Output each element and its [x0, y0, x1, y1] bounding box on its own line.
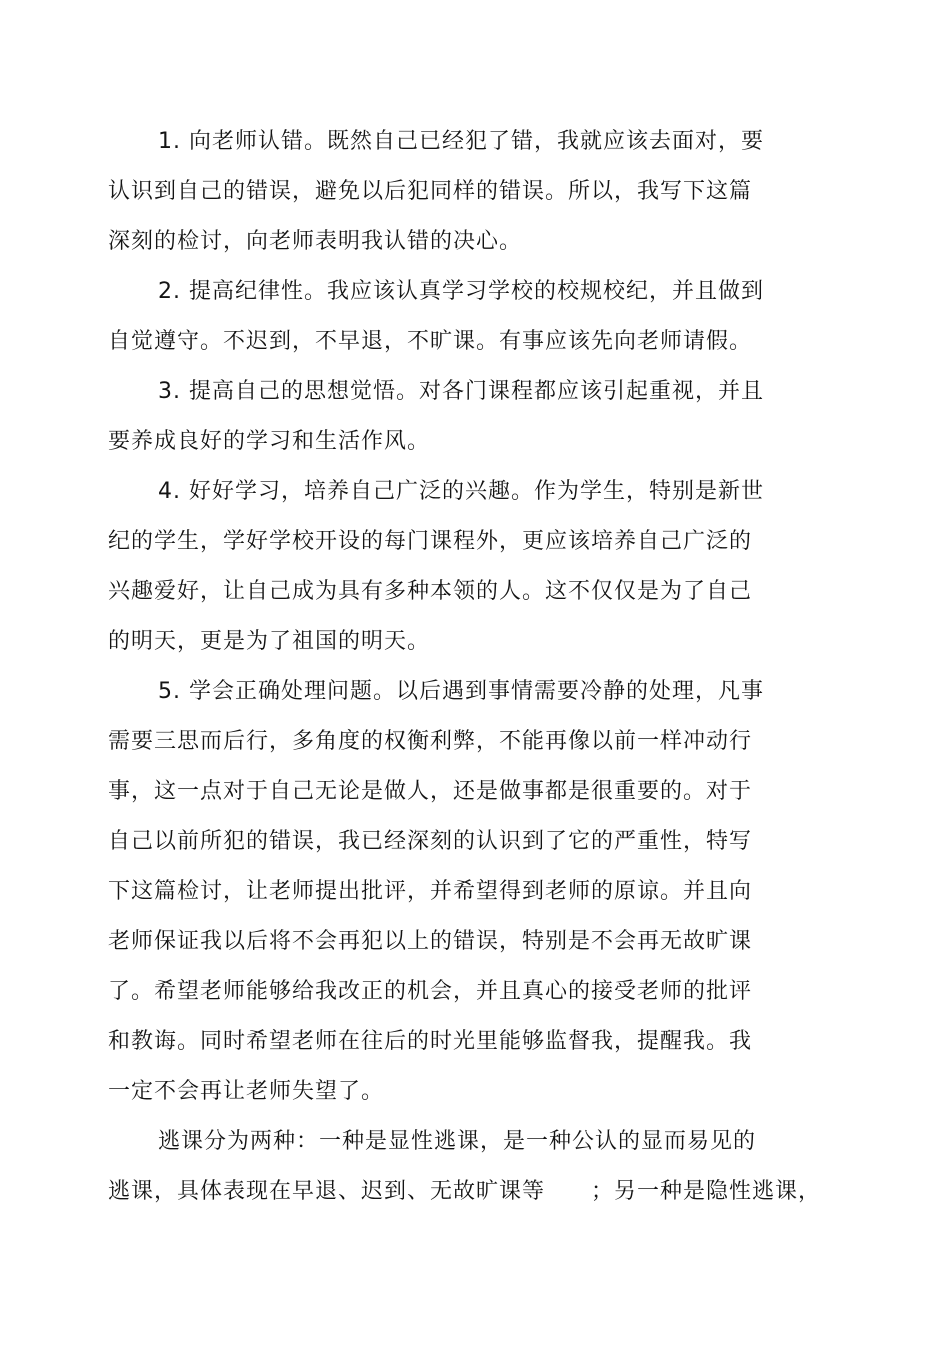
paragraph-4-line-2: 纪的学生，学好学校开设的每门课程外，更应该培养自己广泛的: [108, 529, 753, 554]
paragraph-5-line-9: 一定不会再让老师失望了。: [108, 1079, 385, 1104]
paragraph-4-line-1: 4. 好好学习，培养自己广泛的兴趣。作为学生，特别是新世: [158, 479, 764, 504]
paragraph-5-line-6: 老师保证我以后将不会再犯以上的错误，特别是不会再无故旷课: [108, 929, 753, 954]
paragraph-5-line-3: 事，这一点对于自己无论是做人，还是做事都是很重要的。对于: [108, 779, 753, 804]
paragraph-5-line-7: 了。希望老师能够给我改正的机会，并且真心的接受老师的批评: [108, 979, 753, 1004]
paragraph-4-line-4: 的明天，更是为了祖国的明天。: [108, 629, 431, 654]
paragraph-2-line-1: 2. 提高纪律性。我应该认真学习学校的校规校纪，并且做到: [158, 279, 764, 304]
paragraph-5-line-1: 5. 学会正确处理问题。以后遇到事情需要冷静的处理，凡事: [158, 679, 764, 704]
paragraph-6-line-2: 逃课，具体表现在早退、迟到、无故旷课等 ；另一种是隐性逃课，: [108, 1179, 822, 1204]
paragraph-5-line-5: 下这篇检讨，让老师提出批评，并希望得到老师的原谅。并且向: [108, 879, 753, 904]
paragraph-5-line-4: 自己以前所犯的错误，我已经深刻的认识到了它的严重性，特写: [108, 829, 753, 854]
paragraph-1-line-3: 深刻的检讨，向老师表明我认错的决心。: [108, 229, 523, 254]
paragraph-3-line-2: 要养成良好的学习和生活作风。: [108, 429, 431, 454]
paragraph-3-line-1: 3. 提高自己的思想觉悟。对各门课程都应该引起重视，并且: [158, 379, 764, 404]
paragraph-1-line-2: 认识到自己的错误，避免以后犯同样的错误。所以，我写下这篇: [108, 179, 753, 204]
paragraph-6-line-1: 逃课分为两种：一种是显性逃课，是一种公认的显而易见的: [158, 1129, 757, 1154]
paragraph-5-line-8: 和教诲。同时希望老师在往后的时光里能够监督我，提醒我。我: [108, 1029, 753, 1054]
paragraph-1-line-1: 1. 向老师认错。既然自己已经犯了错，我就应该去面对，要: [158, 129, 764, 154]
paragraph-5-line-2: 需要三思而后行，多角度的权衡利弊，不能再像以前一样冲动行: [108, 729, 753, 754]
paragraph-2-line-2: 自觉遵守。不迟到，不早退，不旷课。有事应该先向老师请假。: [108, 329, 753, 354]
paragraph-4-line-3: 兴趣爱好，让自己成为具有多种本领的人。这不仅仅是为了自己: [108, 579, 753, 604]
